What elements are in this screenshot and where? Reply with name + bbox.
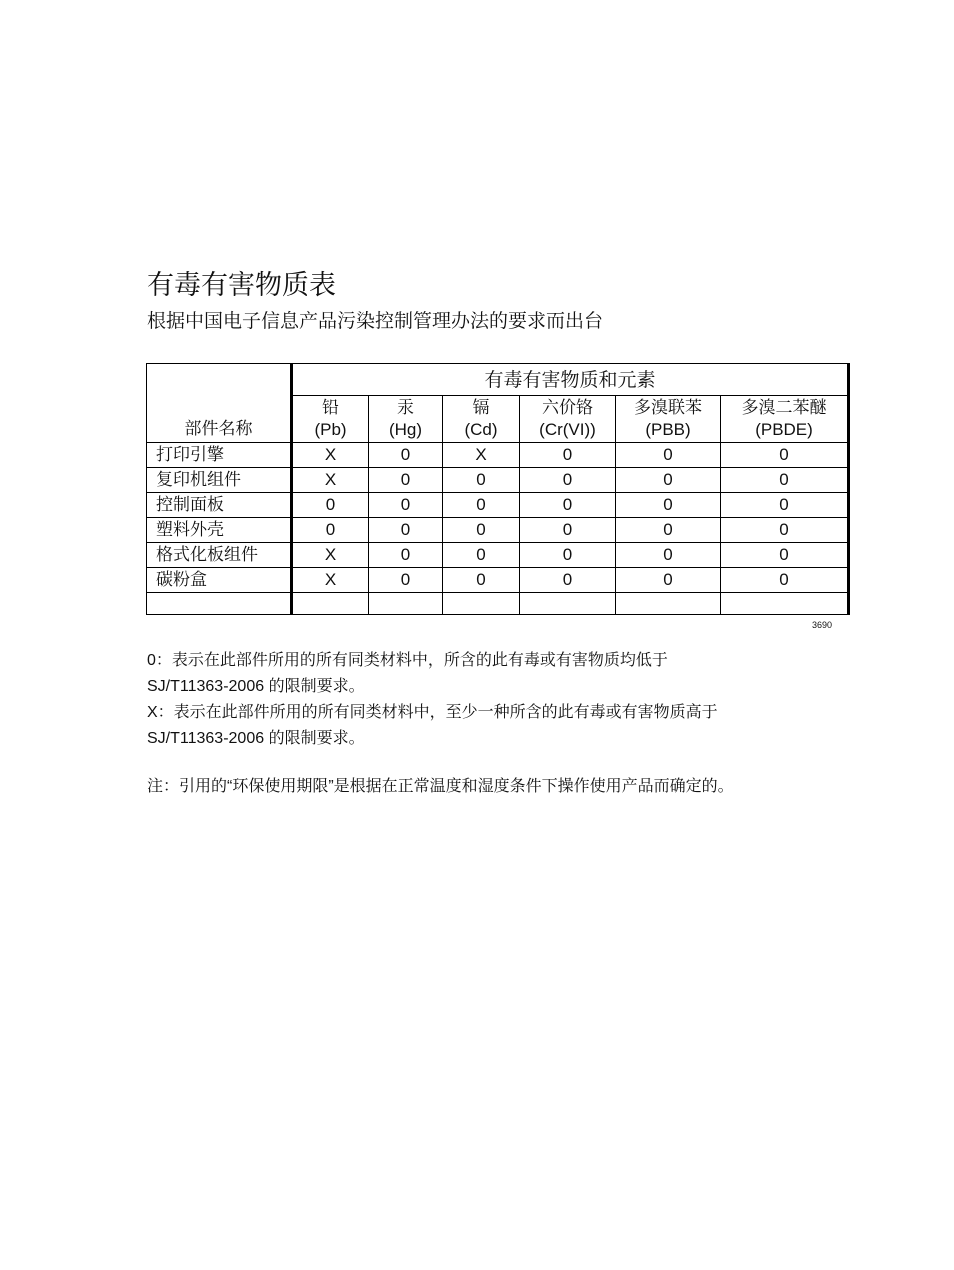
value-cell: 0	[616, 468, 721, 493]
x-note-line-1: X：表示在此部件所用的所有同类材料中，至少一种所含的此有毒或有害物质高于	[147, 704, 718, 721]
page-subtitle: 根据中国电子信息产品污染控制管理办法的要求而出台	[147, 310, 604, 332]
value-cell	[369, 593, 443, 615]
value-cell: 0	[721, 518, 849, 543]
value-cell: 0	[369, 518, 443, 543]
table-row	[147, 493, 849, 518]
value-cell: 0	[369, 568, 443, 593]
value-cell: 0	[369, 443, 443, 468]
part-name-cell: 打印引擎	[147, 443, 292, 468]
value-cell: 0	[616, 518, 721, 543]
part-name-header: 部件名称	[147, 364, 292, 443]
value-cell: 0	[369, 493, 443, 518]
value-cell: 0	[443, 568, 520, 593]
value-cell: 0	[369, 468, 443, 493]
value-cell: 0	[721, 568, 849, 593]
value-cell: 0	[721, 443, 849, 468]
part-name-cell: 碳粉盒	[147, 568, 292, 593]
value-cell: 0	[721, 543, 849, 568]
value-cell: 0	[616, 568, 721, 593]
hazardous-substances-table	[146, 363, 850, 615]
column-header-cd: 镉 (Cd)	[443, 396, 520, 443]
value-cell: 0	[616, 543, 721, 568]
table-row	[147, 543, 849, 568]
value-cell: 0	[616, 443, 721, 468]
value-cell: 0	[721, 468, 849, 493]
value-cell: 0	[520, 443, 616, 468]
part-name-cell: 格式化板组件	[147, 543, 292, 568]
column-header-pbb: 多溴联苯 (PBB)	[616, 396, 721, 443]
value-cell: 0	[520, 468, 616, 493]
value-cell: 0	[292, 493, 369, 518]
value-cell	[520, 593, 616, 615]
value-cell: 0	[520, 543, 616, 568]
value-cell: 0	[443, 543, 520, 568]
value-cell: 0	[369, 543, 443, 568]
column-header-pb: 铅 (Pb)	[292, 396, 369, 443]
legend-notes	[147, 648, 867, 752]
table-row	[147, 568, 849, 593]
zero-note-line-1: 0：表示在此部件所用的所有同类材料中，所含的此有毒或有害物质均低于	[147, 652, 668, 669]
part-name-cell	[147, 593, 292, 615]
value-cell: 0	[616, 493, 721, 518]
value-cell: 0	[443, 493, 520, 518]
value-cell	[721, 593, 849, 615]
value-cell	[443, 593, 520, 615]
value-cell	[616, 593, 721, 615]
column-header-pbde: 多溴二苯醚 (PBDE)	[721, 396, 849, 443]
value-cell: 0	[520, 568, 616, 593]
table-row	[147, 443, 849, 468]
column-header-cr6: 六价铬 (Cr(VI))	[520, 396, 616, 443]
table-row	[147, 468, 849, 493]
part-name-cell: 控制面板	[147, 493, 292, 518]
zero-note-line-2: SJ/T11363-2006 的限制要求。	[147, 678, 365, 695]
value-cell: 0	[520, 518, 616, 543]
part-name-cell: 复印机组件	[147, 468, 292, 493]
table-row-empty	[147, 593, 849, 615]
value-cell: 0	[443, 468, 520, 493]
page-title: 有毒有害物质表	[147, 270, 336, 301]
value-cell: 0	[721, 493, 849, 518]
substances-group-header: 有毒有害物质和元素	[292, 364, 849, 396]
footnote: 注：引用的“环保使用期限”是根据在正常温度和湿度条件下操作使用产品而确定的。	[147, 778, 734, 795]
value-cell: X	[292, 543, 369, 568]
figure-code: 3690	[812, 620, 833, 630]
value-cell: X	[292, 568, 369, 593]
value-cell: 0	[292, 518, 369, 543]
table-row	[147, 518, 849, 543]
value-cell: X	[292, 443, 369, 468]
x-note-line-2: SJ/T11363-2006 的限制要求。	[147, 730, 365, 747]
column-header-hg: 汞 (Hg)	[369, 396, 443, 443]
value-cell: X	[292, 468, 369, 493]
value-cell: 0	[443, 518, 520, 543]
value-cell: 0	[520, 493, 616, 518]
part-name-cell: 塑料外壳	[147, 518, 292, 543]
value-cell: X	[443, 443, 520, 468]
value-cell	[292, 593, 369, 615]
